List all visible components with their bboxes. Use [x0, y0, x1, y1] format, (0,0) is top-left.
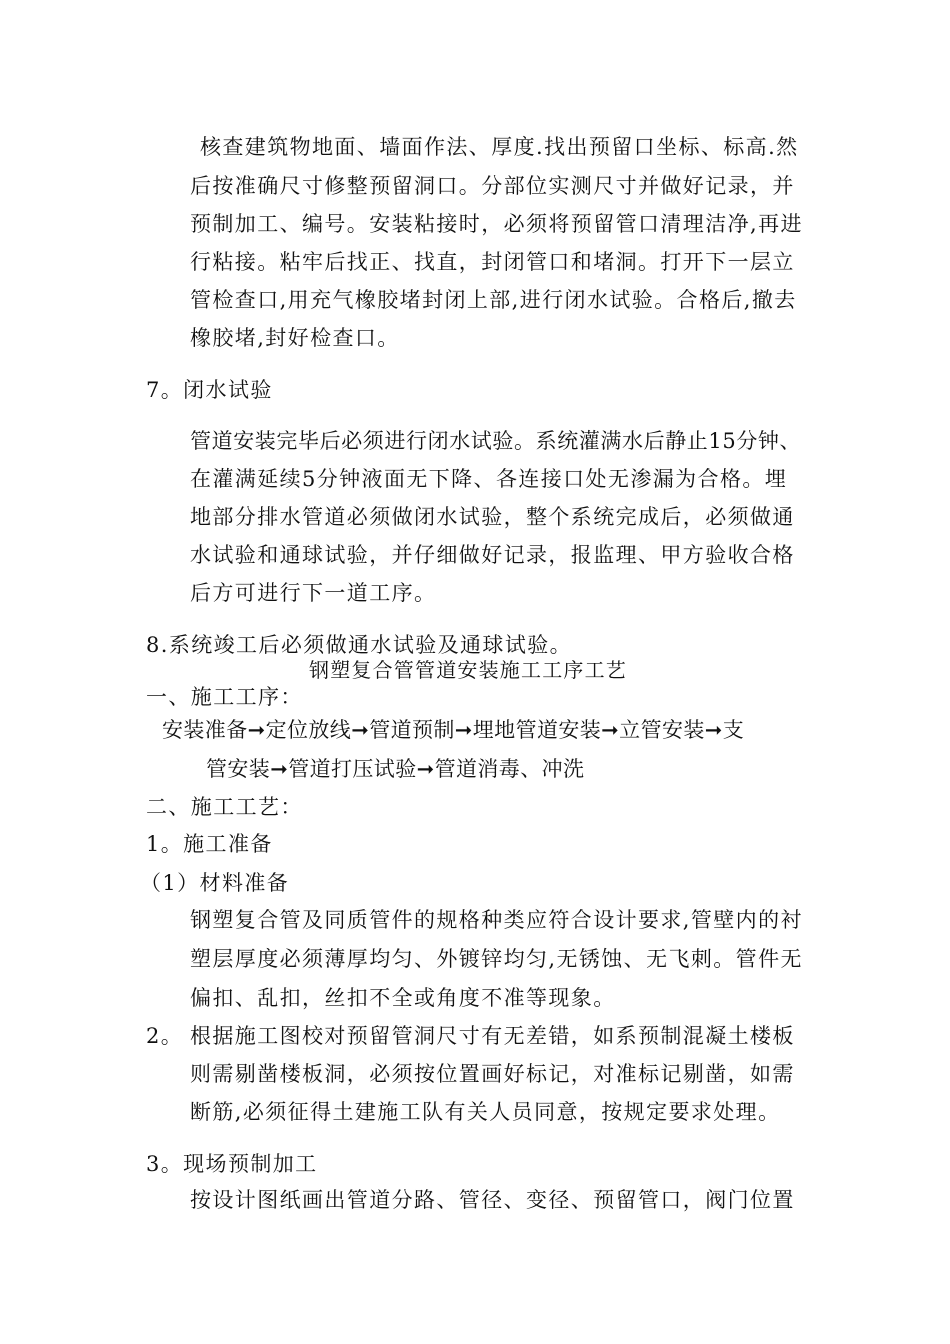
section-7-line-2: 在灌满延续5分钟液面无下降、各连接口处无渗漏为合格。埋 — [190, 467, 788, 491]
item-2-line-3: 断筋,必须征得土建施工队有关人员同意，按规定要求处理。 — [190, 1100, 781, 1124]
section-7-line-1: 管道安装完毕后必须进行闭水试验。系统灌满水后静止15分钟、 — [190, 429, 802, 453]
item-1-sub-heading: （1）材料准备 — [140, 871, 290, 895]
item-1-heading: 1。施工准备 — [146, 832, 273, 856]
process-flow-line-2: 管安装➞管道打压试验➞管道消毒、冲洗 — [206, 757, 585, 781]
para-6-line-2: 后按准确尺寸修整预留洞口。分部位实测尺寸并做好记录，并 — [190, 174, 795, 198]
process-flow-line-1: 安装准备➞定位放线➞管道预制➞埋地管道安装➞立管安装➞支 — [162, 718, 745, 742]
section-7-line-3: 地部分排水管道必须做闭水试验，整个系统完成后，必须做通 — [190, 505, 795, 529]
section-8-text: 8.系统竣工后必须做通水试验及通球试验。 — [146, 633, 573, 657]
item-2-marker: 2。 — [146, 1024, 184, 1048]
section-7-line-4: 水试验和通球试验，并仔细做好记录，报监理、甲方验收合格 — [190, 543, 795, 567]
para-6-line-6: 橡胶堵,封好检查口。 — [190, 326, 400, 350]
item-2-line-1: 根据施工图校对预留管洞尺寸有无差错，如系预制混凝土楼板 — [190, 1024, 795, 1048]
item-3-heading: 3。现场预制加工 — [146, 1152, 318, 1176]
para-6-line-3: 预制加工、编号。安装粘接时，必须将预留管口清理洁净,再进 — [190, 212, 803, 236]
item-3-line-1: 按设计图纸画出管道分路、管径、变径、预留管口，阀门位置 — [190, 1188, 795, 1212]
item-2-line-2: 则需剔凿楼板洞，必须按位置画好标记，对准标记剔凿，如需 — [190, 1062, 795, 1086]
doc-title: 钢塑复合管管道安装施工工序工艺 — [309, 658, 627, 682]
para-6-line-1: 核查建筑物地面、墙面作法、厚度.找出预留口坐标、标高.然 — [200, 135, 799, 159]
part-2-heading: 二、施工工艺： — [146, 795, 303, 819]
part-1-heading: 一、施工工序： — [146, 685, 303, 709]
section-7-heading: 7。闭水试验 — [146, 378, 273, 402]
para-6-line-4: 行粘接。粘牢后找正、找直，封闭管口和堵洞。打开下一层立 — [190, 250, 795, 274]
item-1-line-2: 塑层厚度必须薄厚均匀、外镀锌均匀,无锈蚀、无飞刺。管件无 — [190, 947, 803, 971]
item-1-line-1: 钢塑复合管及同质管件的规格种类应符合设计要求,管壁内的衬 — [190, 908, 803, 932]
section-7-line-5: 后方可进行下一道工序。 — [190, 581, 437, 605]
item-1-line-3: 偏扣、乱扣，丝扣不全或角度不准等现象。 — [190, 986, 616, 1010]
para-6-line-5: 管检查口,用充气橡胶堵封闭上部,进行闭水试验。合格后,撤去 — [190, 288, 797, 312]
